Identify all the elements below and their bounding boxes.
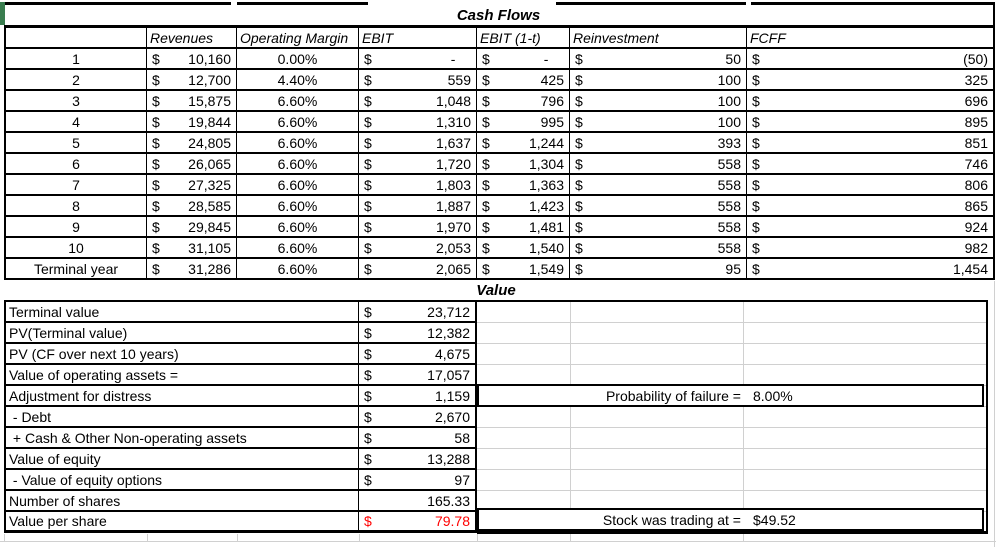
dollar-sign: $	[152, 260, 160, 277]
dollar-sign: $	[575, 134, 583, 151]
cell-operating-margin[interactable]: 6.60%	[237, 91, 359, 112]
cashflow-row	[4, 91, 995, 112]
value-row-amount[interactable]: $ 1,159	[359, 386, 477, 407]
dollar-sign: $	[575, 218, 583, 235]
value-row-label[interactable]: Value per share	[4, 512, 359, 533]
value-row-label[interactable]: Adjustment for distress	[4, 386, 359, 407]
cell-ebit[interactable]: $ 559	[359, 70, 477, 91]
header-reinvestment[interactable]: Reinvestment	[570, 28, 747, 49]
dollar-sign: $	[575, 50, 583, 67]
dollar-sign: $	[482, 260, 490, 277]
cell-year[interactable]: 7	[4, 175, 147, 196]
cell-year[interactable]: 1	[4, 49, 147, 70]
dollar-sign: $	[152, 134, 160, 151]
cell-ebit-1t[interactable]: $ 1,363	[477, 175, 570, 196]
dollar-sign: $	[752, 239, 760, 256]
dollar-sign: $	[152, 92, 160, 109]
cell-operating-margin[interactable]: 6.60%	[237, 154, 359, 175]
value-row	[4, 470, 477, 491]
cashflow-row	[4, 133, 995, 154]
dollar-sign: $	[575, 176, 583, 193]
header-ebit[interactable]: EBIT	[359, 28, 477, 49]
cell-fcff[interactable]: $ 924	[747, 217, 995, 238]
cashflow-row	[4, 49, 995, 70]
value-row-label[interactable]: + Cash & Other Non-operating assets	[4, 428, 359, 449]
dollar-sign: $	[364, 239, 372, 256]
value-row-amount[interactable]: $ 12,382	[359, 323, 477, 344]
cell-reinvestment[interactable]: $ 50	[570, 49, 747, 70]
cell-ebit-1t[interactable]: $ 796	[477, 91, 570, 112]
dollar-sign: $	[364, 450, 372, 467]
dollar-sign: $	[482, 113, 490, 130]
cell-operating-margin[interactable]: 6.60%	[237, 133, 359, 154]
value-table	[4, 300, 477, 533]
cell-fcff[interactable]: $ (50)	[747, 49, 995, 70]
cell-revenues[interactable]: $ 24,805	[147, 133, 237, 154]
stock-label: Stock was trading at =	[602, 511, 741, 528]
cashflow-row	[4, 238, 995, 259]
cell-revenues[interactable]: $ 12,700	[147, 70, 237, 91]
dollar-sign: $	[752, 113, 760, 130]
dollar-sign: $	[152, 218, 160, 235]
dollar-sign: $	[152, 197, 160, 214]
header-blank[interactable]	[4, 28, 147, 49]
stock-trading-box[interactable]	[477, 508, 984, 531]
cell-year[interactable]: 4	[4, 112, 147, 133]
cell-revenues[interactable]: $ 19,844	[147, 112, 237, 133]
value-title-cell[interactable]: Value	[476, 282, 516, 299]
dollar-sign: $	[575, 155, 583, 172]
dollar-sign: $	[752, 134, 760, 151]
value-row-amount[interactable]: $ 23,712	[359, 302, 477, 323]
value-row-label[interactable]: Value of equity	[4, 449, 359, 470]
dollar-sign: $	[364, 345, 372, 362]
dollar-sign: $	[752, 197, 760, 214]
dollar-sign: $	[575, 260, 583, 277]
cell-year[interactable]: 5	[4, 133, 147, 154]
value-row-amount[interactable]: 165.33	[359, 491, 477, 512]
cell-year[interactable]: 2	[4, 70, 147, 91]
cell-ebit-1t[interactable]: $ 1,481	[477, 217, 570, 238]
value-row-label[interactable]: Number of shares	[4, 491, 359, 512]
cell-ebit[interactable]: $ -	[359, 49, 477, 70]
dollar-sign: $	[364, 155, 372, 172]
dollar-sign: $	[482, 197, 490, 214]
gridline	[0, 541, 996, 542]
cashflow-rows	[4, 49, 995, 280]
cell-ebit[interactable]: $ 2,053	[359, 238, 477, 259]
cashflow-row	[4, 217, 995, 238]
cell-ebit-1t[interactable]: $ 995	[477, 112, 570, 133]
dollar-sign: $	[364, 408, 372, 425]
value-row-amount[interactable]: $ 4,675	[359, 344, 477, 365]
dollar-sign: $	[752, 50, 760, 67]
cashflow-row	[4, 259, 995, 280]
dollar-sign: $	[364, 471, 372, 488]
value-row-amount[interactable]: $ 2,670	[359, 407, 477, 428]
cell-ebit[interactable]: $ 1,310	[359, 112, 477, 133]
value-grid-area	[477, 300, 988, 534]
dollar-sign: $	[364, 387, 372, 404]
cashflow-row	[4, 70, 995, 91]
cell-fcff[interactable]: $ 895	[747, 112, 995, 133]
cell-revenues[interactable]: $ 10,160	[147, 49, 237, 70]
dollar-sign: $	[152, 113, 160, 130]
cell-ebit[interactable]: $ 1,048	[359, 91, 477, 112]
cell-ebit-1t[interactable]: $ 425	[477, 70, 570, 91]
header-operating-margin[interactable]: Operating Margin	[237, 28, 359, 49]
dollar-sign: $	[364, 50, 372, 67]
dollar-sign: $	[364, 218, 372, 235]
dollar-sign: $	[152, 155, 160, 172]
dollar-sign: $	[482, 218, 490, 235]
dollar-sign: $	[364, 324, 372, 341]
value-rows	[4, 302, 477, 533]
dollar-sign: $	[752, 155, 760, 172]
cell-fcff[interactable]: $ 1,454	[747, 259, 995, 280]
cell-fcff[interactable]: $ 982	[747, 238, 995, 259]
cell-revenues[interactable]: $ 27,325	[147, 175, 237, 196]
value-row-amount[interactable]: $ 97	[359, 470, 477, 491]
cashflow-row	[4, 175, 995, 196]
cell-fcff[interactable]: $ 806	[747, 175, 995, 196]
dollar-sign: $	[482, 50, 490, 67]
cell-ebit[interactable]: $ 1,887	[359, 196, 477, 217]
cell-revenues[interactable]: $ 26,065	[147, 154, 237, 175]
cell-reinvestment[interactable]: $ 558	[570, 175, 747, 196]
cashflow-row	[4, 154, 995, 175]
probability-value[interactable]: 8.00%	[753, 387, 793, 404]
value-row	[4, 302, 477, 323]
cell-ebit-1t[interactable]: $ 1,540	[477, 238, 570, 259]
value-row-label[interactable]: Terminal value	[4, 302, 359, 323]
cell-year[interactable]: 6	[4, 154, 147, 175]
dollar-sign: $	[482, 71, 490, 88]
cell-revenues[interactable]: $ 29,845	[147, 217, 237, 238]
dollar-sign: $	[364, 134, 372, 151]
dollar-sign: $	[364, 71, 372, 88]
cell-ebit[interactable]: $ 1,720	[359, 154, 477, 175]
dollar-sign: $	[364, 513, 372, 529]
dollar-sign: $	[364, 176, 372, 193]
cell-revenues[interactable]: $ 31,286	[147, 259, 237, 280]
dollar-sign: $	[752, 176, 760, 193]
dollar-sign: $	[364, 113, 372, 130]
dollar-sign: $	[482, 92, 490, 109]
dollar-sign: $	[482, 134, 490, 151]
value-row-label[interactable]: PV(Terminal value)	[4, 323, 359, 344]
cell-year[interactable]: 9	[4, 217, 147, 238]
cell-operating-margin[interactable]: 6.60%	[237, 112, 359, 133]
cell-ebit[interactable]: $ 2,065	[359, 259, 477, 280]
dollar-sign: $	[364, 429, 372, 446]
value-row	[4, 344, 477, 365]
value-row	[4, 449, 477, 470]
cell-operating-margin[interactable]: 6.60%	[237, 238, 359, 259]
dollar-sign: $	[482, 239, 490, 256]
dollar-sign: $	[364, 197, 372, 214]
cell-ebit[interactable]: $ 1,803	[359, 175, 477, 196]
value-row-amount[interactable]: $ 13,288	[359, 449, 477, 470]
dollar-sign: $	[152, 50, 160, 67]
cell-year[interactable]: 3	[4, 91, 147, 112]
value-row-label[interactable]: Value of operating assets =	[4, 365, 359, 386]
stock-value[interactable]: $49.52	[753, 511, 796, 528]
cell-ebit-1t[interactable]: $ 1,423	[477, 196, 570, 217]
cell-operating-margin[interactable]: 6.60%	[237, 196, 359, 217]
cell-reinvestment[interactable]: $ 558	[570, 154, 747, 175]
dollar-sign: $	[482, 155, 490, 172]
cell-ebit[interactable]: $ 1,637	[359, 133, 477, 154]
value-row	[4, 323, 477, 344]
dollar-sign: $	[364, 260, 372, 277]
cell-fcff[interactable]: $ 851	[747, 133, 995, 154]
dollar-sign: $	[752, 218, 760, 235]
cell-operating-margin[interactable]: 6.60%	[237, 259, 359, 280]
cell-reinvestment[interactable]: $ 100	[570, 91, 747, 112]
dollar-sign: $	[152, 176, 160, 193]
dollar-sign: $	[575, 197, 583, 214]
cell-year[interactable]: Terminal year	[4, 259, 147, 280]
value-row	[4, 512, 477, 533]
value-row	[4, 407, 477, 428]
cell-operating-margin[interactable]: 0.00%	[237, 49, 359, 70]
dollar-sign: $	[752, 71, 760, 88]
value-row	[4, 386, 477, 407]
cell-ebit[interactable]: $ 1,970	[359, 217, 477, 238]
value-row-label[interactable]: PV (CF over next 10 years)	[4, 344, 359, 365]
value-row-amount[interactable]: $ 58	[359, 428, 477, 449]
cell-year[interactable]: 10	[4, 238, 147, 259]
dollar-sign: $	[575, 239, 583, 256]
probability-label: Probability of failure =	[605, 387, 741, 404]
cashflow-header-row	[4, 28, 995, 49]
header-ebit-1t[interactable]: EBIT (1-t)	[477, 28, 570, 49]
dollar-sign: $	[575, 113, 583, 130]
cell-ebit-1t[interactable]: $ 1,549	[477, 259, 570, 280]
cell-operating-margin[interactable]: 6.60%	[237, 217, 359, 238]
dollar-sign: $	[364, 303, 372, 320]
header-revenues[interactable]: Revenues	[147, 28, 237, 49]
dollar-sign: $	[152, 71, 160, 88]
cell-ebit-1t[interactable]: $ 1,304	[477, 154, 570, 175]
cashflow-row	[4, 196, 995, 217]
value-row	[4, 491, 477, 512]
probability-of-failure-box[interactable]	[477, 384, 984, 407]
cell-reinvestment[interactable]: $ 100	[570, 70, 747, 91]
cell-reinvestment[interactable]: $ 558	[570, 217, 747, 238]
cell-operating-margin[interactable]: 4.40%	[237, 70, 359, 91]
cell-year[interactable]: 8	[4, 196, 147, 217]
cashflow-title-cell[interactable]: Cash Flows	[4, 5, 995, 28]
cell-fcff[interactable]: $ 325	[747, 70, 995, 91]
cell-operating-margin[interactable]: 6.60%	[237, 175, 359, 196]
cell-reinvestment[interactable]: $ 393	[570, 133, 747, 154]
value-row-label[interactable]: - Value of equity options	[4, 470, 359, 491]
cell-fcff[interactable]: $ 696	[747, 91, 995, 112]
cell-fcff[interactable]: $ 865	[747, 196, 995, 217]
value-row-label[interactable]: - Debt	[4, 407, 359, 428]
cell-ebit-1t[interactable]: $ 1,244	[477, 133, 570, 154]
cashflow-table	[4, 5, 995, 280]
cell-reinvestment[interactable]: $ 95	[570, 259, 747, 280]
cell-reinvestment[interactable]: $ 558	[570, 196, 747, 217]
cell-reinvestment[interactable]: $ 100	[570, 112, 747, 133]
cell-ebit-1t[interactable]: $ -	[477, 49, 570, 70]
cell-revenues[interactable]: $ 15,875	[147, 91, 237, 112]
cell-reinvestment[interactable]: $ 558	[570, 238, 747, 259]
cell-fcff[interactable]: $ 746	[747, 154, 995, 175]
dollar-sign: $	[482, 176, 490, 193]
dollar-sign: $	[152, 239, 160, 256]
cell-revenues[interactable]: $ 28,585	[147, 196, 237, 217]
dollar-sign: $	[575, 71, 583, 88]
dollar-sign: $	[364, 366, 372, 383]
dollar-sign: $	[752, 260, 760, 277]
cashflow-row	[4, 112, 995, 133]
cell-revenues[interactable]: $ 31,105	[147, 238, 237, 259]
value-row-amount[interactable]: $ 79.78	[359, 512, 477, 533]
value-row	[4, 365, 477, 386]
gridline	[994, 281, 995, 547]
value-row	[4, 428, 477, 449]
dollar-sign: $	[575, 92, 583, 109]
dollar-sign: $	[752, 92, 760, 109]
dollar-sign: $	[364, 92, 372, 109]
value-row-amount[interactable]: $ 17,057	[359, 365, 477, 386]
header-fcff[interactable]: FCFF	[747, 28, 995, 49]
